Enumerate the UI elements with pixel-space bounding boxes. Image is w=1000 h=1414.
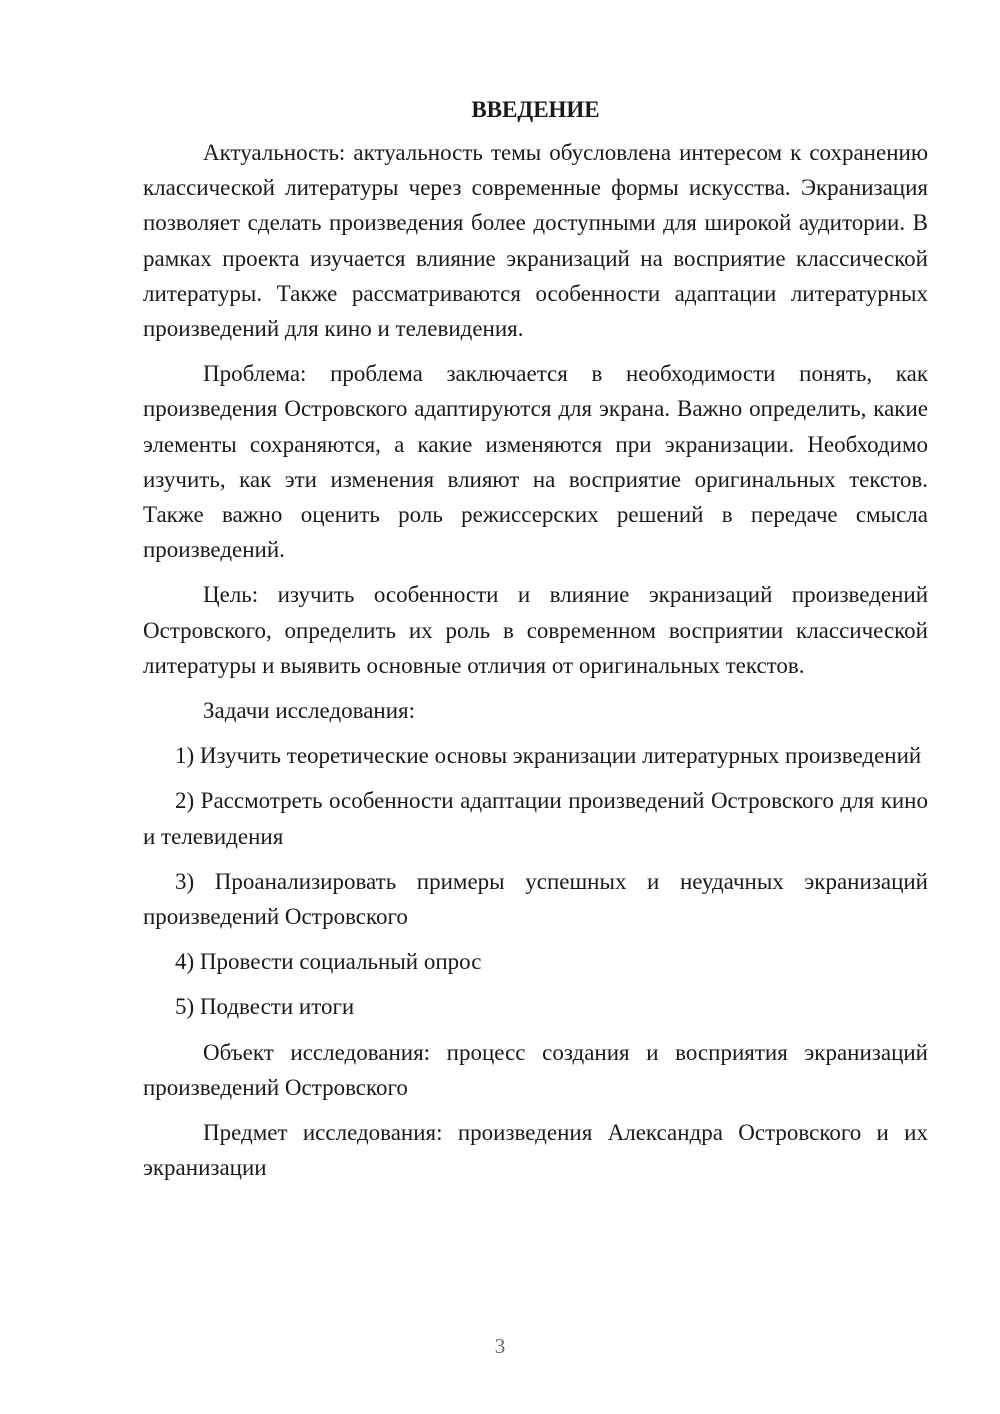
task-item-3: 3) Проанализировать примеры успешных и неудачных экранизаций произведений Островского <box>143 868 928 930</box>
task-item-5: 5) Подвести итоги <box>175 994 355 1020</box>
document-page <box>143 92 928 1185</box>
section-title: ВВЕДЕНИЕ <box>471 97 600 122</box>
task-item-1: 1) Изучить теоретические основы экранизации литературных произведений <box>175 743 922 769</box>
subject-paragraph: Предмет исследования: произведения Александра Островского и их экранизации <box>143 1120 928 1181</box>
goal-paragraph: Цель: изучить особенности и влияние экранизаций произведений Островского, определить их роль в современном восприятии классической литературы и выявить основные отличия от оригинальных текстов. <box>143 582 928 678</box>
task-item-2: 2) Рассмотреть особенности адаптации произведений Островского для кино и телевидения <box>143 788 928 849</box>
page-number: 3 <box>494 1334 506 1358</box>
task-item-4: 4) Провести социальный опрос <box>175 949 482 975</box>
relevance-paragraph: Актуальность: актуальность темы обусловлена интересом к сохранению классической литературы через современные формы искусства. Экранизация позволяет сделать произведения более доступными для широкой аудитории. В рамках проекта изучается влияние экранизаций на восприятие классической литературы. Также рассматриваются особенности адаптации литературных произведений для кино и телевидения. <box>143 140 928 342</box>
tasks-heading: Задачи исследования: <box>203 698 416 724</box>
object-paragraph: Объект исследования: процесс создания и восприятия экранизаций произведений Островского <box>143 1039 928 1100</box>
problem-paragraph: Проблема: проблема заключается в необходимости понять, как произведения Островского адаптируются для экрана. Важно определить, какие элементы сохраняются, а какие изменяются при экранизации. Необходимо изучить, как эти изменения влияют на восприятие оригинальных текстов. Также важно оценить роль режиссерских решений в передаче смысла произведений. <box>143 361 928 563</box>
